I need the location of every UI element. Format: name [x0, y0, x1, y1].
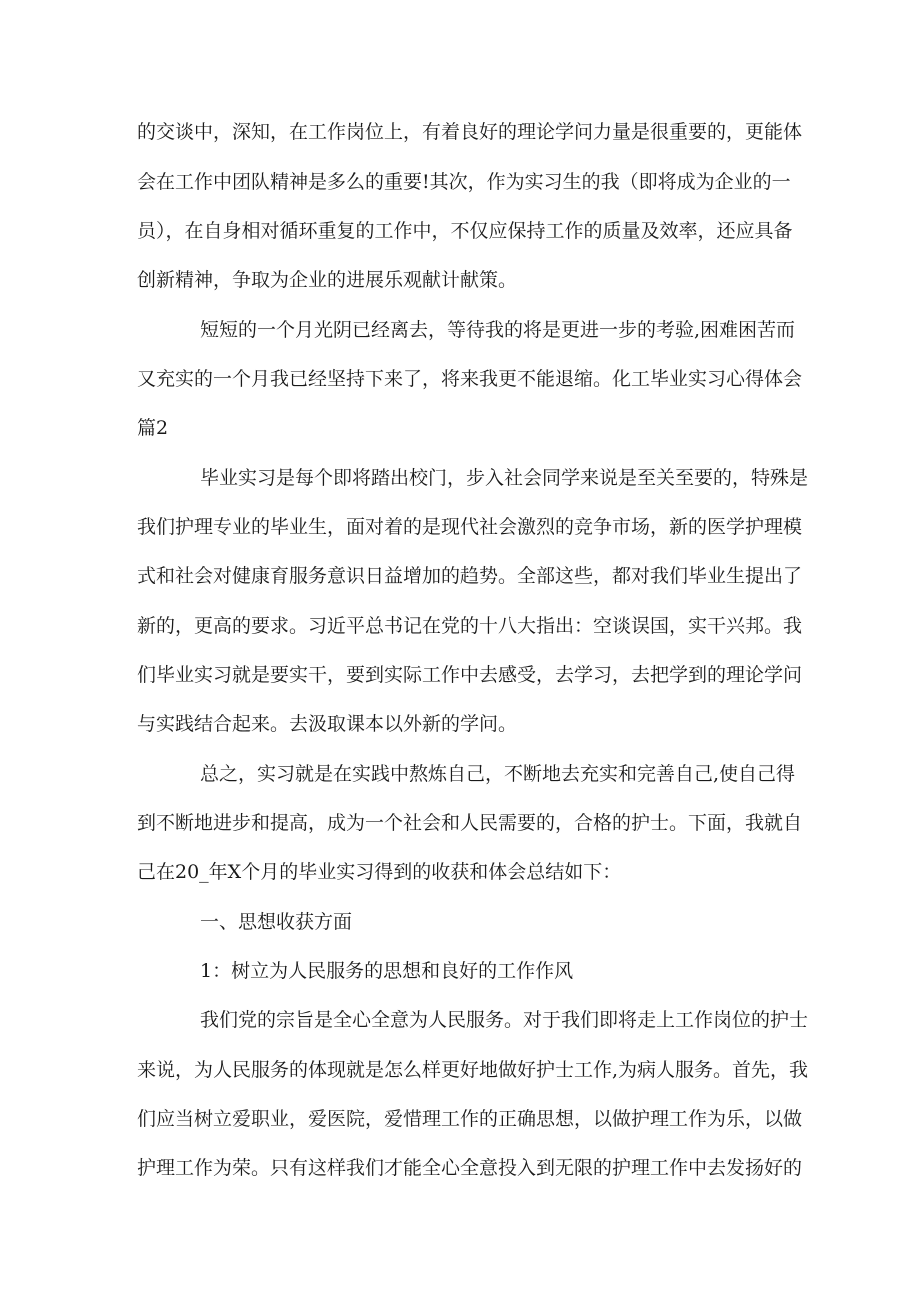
text-line: 短短的一个月光阴已经离去，等待我的将是更进一步的考验,困难困苦而 — [200, 319, 796, 341]
text-line: 会在工作中团队精神是多么的重要!其次，作为实习生的我（即将成为企业的一 — [137, 171, 791, 193]
text-line: 来说，为人民服务的体现就是怎么样更好地做好护士工作,为病人服务。首先，我 — [137, 1059, 809, 1081]
text-line: 员），在自身相对循环重复的工作中，不仅应保持工作的质量及效率，还应具备 — [137, 220, 793, 242]
text-line: 的交谈中，深知，在工作岗位上，有着良好的理论学问力量是很重要的，更能体 — [137, 121, 803, 143]
text-line: 们毕业实习就是要实干，要到实际工作中去感受，去学习，去把学到的理论学问 — [137, 664, 803, 686]
text-line: 护理工作为荣。只有这样我们才能全心全意投入到无限的护理工作中去发扬好的 — [137, 1157, 803, 1179]
text-line: 又充实的一个月我已经坚持下来了，将来我更不能退缩。化工毕业实习心得体会 — [137, 368, 803, 390]
text-line: 篇2 — [137, 417, 169, 439]
text-line: 到不断地进步和提高，成为一个社会和人民需要的，合格的护士。下面，我就自 — [137, 812, 803, 834]
text-line: 新的，更高的要求。习近平总书记在党的十八大指出：空谈误国，实干兴邦。我 — [137, 615, 803, 637]
text-line: 式和社会对健康育服务意识日益增加的趋势。全部这些，都对我们毕业生提出了 — [137, 565, 803, 587]
section-heading: 一、思想收获方面 — [200, 911, 353, 933]
text-line: 创新精神，争取为企业的进展乐观献计献策。 — [137, 269, 518, 291]
text-line: 与实践结合起来。去汲取课本以外新的学问。 — [137, 713, 518, 735]
text-line: 们应当树立爱职业，爱医院，爱惜理工作的正确思想，以做护理工作为乐，以做 — [137, 1108, 803, 1130]
text-line: 毕业实习是每个即将踏出校门，步入社会同学来说是至关至要的，特殊是 — [200, 467, 809, 489]
text-line: 我们护理专业的毕业生，面对着的是现代社会激烈的竞争市场，新的医学护理模 — [137, 516, 803, 538]
text-line: 我们党的宗旨是全心全意为人民服务。对于我们即将走上工作岗位的护士 — [200, 1009, 809, 1031]
text-line: 总之，实习就是在实践中熬炼自己，不断地去充实和完善自己,使自己得 — [200, 763, 796, 785]
text-line: 己在20_年X个月的毕业实习得到的收获和体会总结如下： — [137, 861, 622, 883]
subsection-heading: 1：树立为人民服务的思想和良好的工作作风 — [200, 960, 574, 982]
